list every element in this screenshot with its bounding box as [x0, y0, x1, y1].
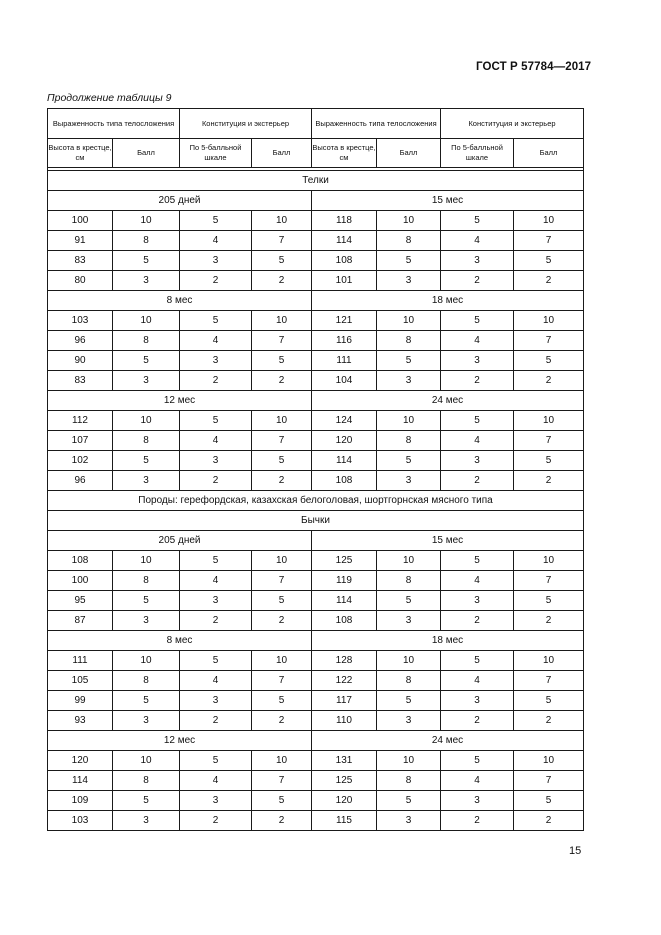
table-cell: 2	[441, 271, 514, 291]
table-cell: 87	[48, 611, 113, 631]
table-cell: 2	[180, 811, 252, 831]
table-cell: 10	[252, 551, 312, 571]
table-cell: 3	[377, 611, 441, 631]
table-cell: 5	[113, 351, 180, 371]
table-cell: 10	[377, 651, 441, 671]
table-header-row-sub	[48, 139, 584, 168]
table-cell: 108	[312, 611, 377, 631]
table-cell: 3	[180, 591, 252, 611]
table-cell: 5	[180, 411, 252, 431]
table-cell: 8	[377, 431, 441, 451]
age-header-row	[48, 731, 584, 751]
table-row	[48, 771, 584, 791]
table-cell: 120	[312, 791, 377, 811]
table-cell: 4	[441, 231, 514, 251]
table-row	[48, 231, 584, 251]
age-label-left: 8 мес	[48, 291, 312, 311]
table-row	[48, 311, 584, 331]
table-cell: 102	[48, 451, 113, 471]
table-cell: 8	[377, 771, 441, 791]
table-cell: 3	[113, 611, 180, 631]
breed-title: Породы: герефордская, казахская белоголовая, шортгорнская мясного типа	[48, 491, 584, 511]
table-cell: 5	[441, 551, 514, 571]
age-label-left: 205 дней	[48, 191, 312, 211]
table-cell: 5	[514, 791, 584, 811]
table-cell: 3	[377, 811, 441, 831]
table-cell: 2	[180, 271, 252, 291]
table-cell: 5	[113, 251, 180, 271]
table-cell: 5	[377, 591, 441, 611]
table-cell: 114	[48, 771, 113, 791]
table-cell: 121	[312, 311, 377, 331]
table-cell: 96	[48, 471, 113, 491]
table-cell: 3	[113, 711, 180, 731]
table-cell: 114	[312, 591, 377, 611]
table-cell: 3	[113, 811, 180, 831]
table-caption: Продолжение таблицы 9	[47, 92, 172, 104]
table-cell: 2	[514, 271, 584, 291]
table-row	[48, 751, 584, 771]
table-row	[48, 691, 584, 711]
table-row	[48, 671, 584, 691]
table-cell: 5	[441, 411, 514, 431]
table-cell: 8	[113, 231, 180, 251]
age-header-row	[48, 291, 584, 311]
table-cell: 2	[514, 711, 584, 731]
table-cell: 2	[514, 471, 584, 491]
table-cell: 10	[252, 651, 312, 671]
table-cell: 3	[377, 471, 441, 491]
table-cell: 5	[252, 591, 312, 611]
table-cell: 93	[48, 711, 113, 731]
table-cell: 109	[48, 791, 113, 811]
table-cell: 122	[312, 671, 377, 691]
table-cell: 125	[312, 771, 377, 791]
age-label-right: 24 мес	[312, 731, 584, 751]
table-cell: 5	[113, 591, 180, 611]
table-row	[48, 571, 584, 591]
table-cell: 5	[180, 751, 252, 771]
table-cell: 5	[180, 311, 252, 331]
table-cell: 10	[113, 551, 180, 571]
age-label-right: 24 мес	[312, 391, 584, 411]
table-cell: 10	[252, 411, 312, 431]
table-cell: 4	[441, 671, 514, 691]
table-cell: 3	[180, 251, 252, 271]
table-cell: 80	[48, 271, 113, 291]
table-cell: 7	[252, 771, 312, 791]
table-cell: 10	[514, 651, 584, 671]
table-cell: 2	[180, 611, 252, 631]
table-cell: 101	[312, 271, 377, 291]
table-row	[48, 811, 584, 831]
age-header-row	[48, 191, 584, 211]
table-cell: 5	[180, 211, 252, 231]
subheader-scale-left: По 5-балльной шкале	[180, 139, 252, 168]
table-cell: 10	[113, 651, 180, 671]
table-cell: 95	[48, 591, 113, 611]
subheader-scale-right: По 5-балльной шкале	[441, 139, 514, 168]
age-label-left: 12 мес	[48, 731, 312, 751]
table-cell: 117	[312, 691, 377, 711]
table-cell: 2	[514, 611, 584, 631]
section-title: Телки	[48, 171, 584, 191]
table-cell: 4	[441, 571, 514, 591]
table-cell: 3	[377, 271, 441, 291]
table-cell: 5	[113, 791, 180, 811]
table-cell: 108	[312, 471, 377, 491]
table-cell: 7	[514, 331, 584, 351]
table-cell: 111	[48, 651, 113, 671]
age-label-left: 12 мес	[48, 391, 312, 411]
table-cell: 7	[514, 771, 584, 791]
table-cell: 107	[48, 431, 113, 451]
table-cell: 2	[252, 811, 312, 831]
table-cell: 10	[377, 751, 441, 771]
subheader-score-left: Балл	[113, 139, 180, 168]
table-cell: 2	[252, 371, 312, 391]
table-cell: 3	[180, 791, 252, 811]
table-row	[48, 611, 584, 631]
table-cell: 8	[377, 671, 441, 691]
table-cell: 5	[113, 451, 180, 471]
section-title-row	[48, 171, 584, 191]
table-cell: 2	[252, 271, 312, 291]
table-cell: 10	[514, 311, 584, 331]
table-cell: 110	[312, 711, 377, 731]
table-cell: 5	[377, 351, 441, 371]
table-cell: 4	[180, 231, 252, 251]
table-cell: 108	[312, 251, 377, 271]
table-cell: 3	[180, 451, 252, 471]
table-cell: 5	[514, 591, 584, 611]
table-cell: 119	[312, 571, 377, 591]
table-cell: 4	[180, 571, 252, 591]
table-cell: 96	[48, 331, 113, 351]
table-cell: 99	[48, 691, 113, 711]
table-cell: 2	[441, 711, 514, 731]
table-cell: 116	[312, 331, 377, 351]
table-row	[48, 251, 584, 271]
table-cell: 91	[48, 231, 113, 251]
table-cell: 5	[252, 351, 312, 371]
table-cell: 114	[312, 451, 377, 471]
table-row	[48, 451, 584, 471]
table-cell: 5	[377, 251, 441, 271]
table-cell: 112	[48, 411, 113, 431]
table-cell: 7	[252, 431, 312, 451]
table-cell: 10	[514, 211, 584, 231]
table-cell: 118	[312, 211, 377, 231]
table-cell: 3	[441, 251, 514, 271]
table-cell: 5	[180, 651, 252, 671]
section-title-row	[48, 511, 584, 531]
header-body-type-left: Выраженность типа телосложения	[48, 109, 180, 139]
table-cell: 4	[180, 331, 252, 351]
table-cell: 10	[514, 411, 584, 431]
table-cell: 104	[312, 371, 377, 391]
table-cell: 5	[514, 691, 584, 711]
table-cell: 10	[252, 751, 312, 771]
table-cell: 10	[514, 751, 584, 771]
standards-table	[47, 108, 584, 831]
table-cell: 5	[514, 451, 584, 471]
table-cell: 5	[441, 651, 514, 671]
table-cell: 8	[113, 331, 180, 351]
table-row	[48, 711, 584, 731]
table-cell: 3	[180, 351, 252, 371]
table-cell: 2	[252, 471, 312, 491]
table-cell: 120	[48, 751, 113, 771]
table-cell: 8	[113, 431, 180, 451]
table-row	[48, 431, 584, 451]
age-header-row	[48, 391, 584, 411]
table-row	[48, 791, 584, 811]
table-cell: 5	[252, 791, 312, 811]
table-cell: 4	[441, 771, 514, 791]
table-cell: 10	[377, 411, 441, 431]
table-cell: 103	[48, 811, 113, 831]
table-cell: 4	[441, 331, 514, 351]
age-label-left: 8 мес	[48, 631, 312, 651]
table-cell: 2	[252, 611, 312, 631]
section-title: Бычки	[48, 511, 584, 531]
table-cell: 7	[514, 671, 584, 691]
table-cell: 3	[113, 271, 180, 291]
table-cell: 5	[180, 551, 252, 571]
age-header-row	[48, 631, 584, 651]
table-cell: 100	[48, 211, 113, 231]
table-row	[48, 551, 584, 571]
subheader-height-left: Высота в крестце, см	[48, 139, 113, 168]
table-cell: 5	[514, 251, 584, 271]
table-row	[48, 211, 584, 231]
table-cell: 10	[113, 411, 180, 431]
table-cell: 10	[377, 311, 441, 331]
table-cell: 10	[113, 751, 180, 771]
table-cell: 7	[252, 331, 312, 351]
table-cell: 5	[377, 691, 441, 711]
table-cell: 2	[441, 811, 514, 831]
table-cell: 3	[113, 471, 180, 491]
table-cell: 7	[252, 571, 312, 591]
table-cell: 3	[180, 691, 252, 711]
table-cell: 2	[180, 471, 252, 491]
table-cell: 3	[441, 691, 514, 711]
table-cell: 2	[441, 471, 514, 491]
table-row	[48, 651, 584, 671]
table-cell: 4	[180, 671, 252, 691]
header-body-type-right: Выраженность типа телосложения	[312, 109, 441, 139]
table-row	[48, 331, 584, 351]
table-cell: 8	[377, 231, 441, 251]
table-cell: 3	[441, 791, 514, 811]
table-cell: 2	[180, 711, 252, 731]
table-cell: 114	[312, 231, 377, 251]
table-cell: 10	[252, 211, 312, 231]
table-cell: 115	[312, 811, 377, 831]
table-cell: 5	[441, 311, 514, 331]
table-cell: 5	[252, 251, 312, 271]
table-cell: 3	[377, 711, 441, 731]
table-cell: 103	[48, 311, 113, 331]
table-cell: 5	[252, 451, 312, 471]
table-cell: 128	[312, 651, 377, 671]
table-cell: 2	[514, 811, 584, 831]
table-cell: 4	[441, 431, 514, 451]
table-cell: 8	[113, 771, 180, 791]
table-cell: 10	[377, 551, 441, 571]
table-cell: 3	[113, 371, 180, 391]
table-cell: 7	[252, 671, 312, 691]
table-cell: 8	[113, 671, 180, 691]
age-header-row	[48, 531, 584, 551]
table-cell: 3	[377, 371, 441, 391]
table-cell: 124	[312, 411, 377, 431]
table-cell: 100	[48, 571, 113, 591]
table-cell: 5	[377, 451, 441, 471]
table-cell: 2	[252, 711, 312, 731]
table-cell: 83	[48, 371, 113, 391]
table-cell: 111	[312, 351, 377, 371]
subheader-height-right: Высота в крестце, см	[312, 139, 377, 168]
table-cell: 108	[48, 551, 113, 571]
subheader-score2-right: Балл	[514, 139, 584, 168]
table-header-row-groups	[48, 109, 584, 139]
age-label-right: 18 мес	[312, 291, 584, 311]
table-row	[48, 471, 584, 491]
table-cell: 2	[180, 371, 252, 391]
table-cell: 8	[377, 331, 441, 351]
table-row	[48, 271, 584, 291]
table-cell: 83	[48, 251, 113, 271]
table-cell: 10	[113, 211, 180, 231]
document-standard-number: ГОСТ Р 57784—2017	[476, 61, 592, 73]
table-cell: 5	[514, 351, 584, 371]
table-cell: 5	[113, 691, 180, 711]
table-cell: 3	[441, 591, 514, 611]
age-label-left: 205 дней	[48, 531, 312, 551]
table-row	[48, 371, 584, 391]
table-cell: 2	[514, 371, 584, 391]
table-cell: 5	[441, 211, 514, 231]
breed-title-row	[48, 491, 584, 511]
table-cell: 90	[48, 351, 113, 371]
subheader-score-right: Балл	[377, 139, 441, 168]
table-cell: 10	[252, 311, 312, 331]
table-cell: 5	[252, 691, 312, 711]
table-cell: 7	[252, 231, 312, 251]
age-label-right: 15 мес	[312, 191, 584, 211]
subheader-score2-left: Балл	[252, 139, 312, 168]
table-row	[48, 351, 584, 371]
table-cell: 105	[48, 671, 113, 691]
header-constitution-right: Конституция и экстерьер	[441, 109, 584, 139]
table-cell: 7	[514, 231, 584, 251]
table-cell: 2	[441, 371, 514, 391]
table-cell: 4	[180, 431, 252, 451]
table-cell: 4	[180, 771, 252, 791]
table-cell: 10	[377, 211, 441, 231]
table-cell: 10	[514, 551, 584, 571]
table-cell: 5	[377, 791, 441, 811]
table-cell: 131	[312, 751, 377, 771]
table-row	[48, 411, 584, 431]
table-cell: 120	[312, 431, 377, 451]
table-row	[48, 591, 584, 611]
table-cell: 3	[441, 351, 514, 371]
header-constitution-left: Конституция и экстерьер	[180, 109, 312, 139]
table-cell: 7	[514, 431, 584, 451]
table-cell: 10	[113, 311, 180, 331]
table-cell: 5	[441, 751, 514, 771]
table-cell: 7	[514, 571, 584, 591]
age-label-right: 18 мес	[312, 631, 584, 651]
table-cell: 8	[113, 571, 180, 591]
table-cell: 3	[441, 451, 514, 471]
table-cell: 125	[312, 551, 377, 571]
page-number: 15	[569, 845, 582, 857]
table-cell: 8	[377, 571, 441, 591]
age-label-right: 15 мес	[312, 531, 584, 551]
table-cell: 2	[441, 611, 514, 631]
